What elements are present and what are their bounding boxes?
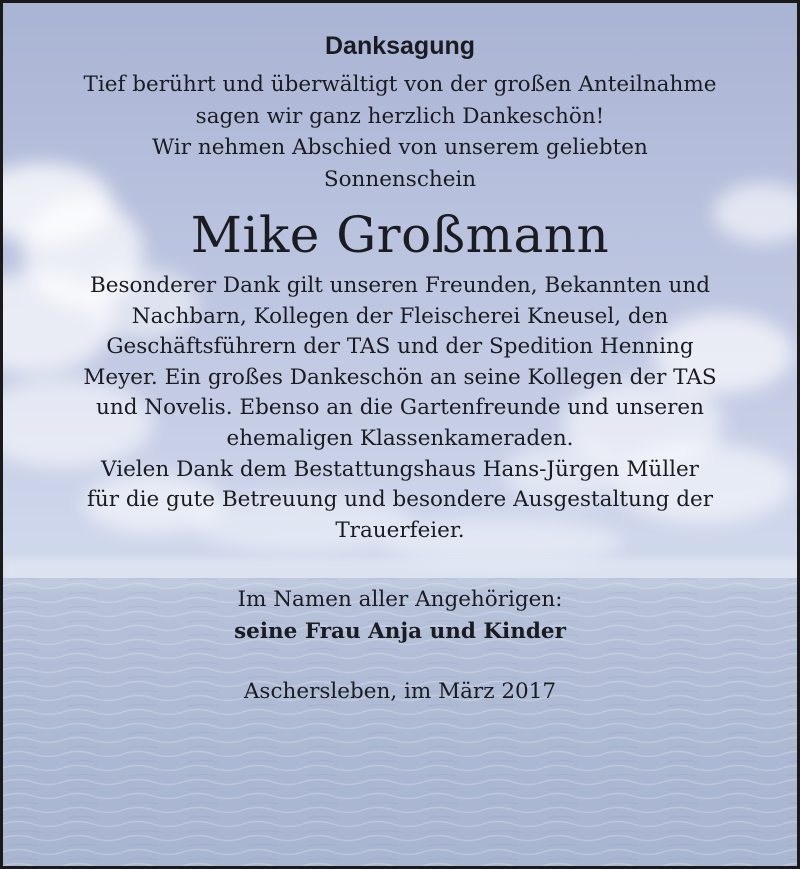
thanks-line: Geschäftsführern der TAS und der Spedition Henning	[106, 334, 694, 360]
thanks-line: Besonderer Dank gilt unseren Freunden, Bekannten und	[89, 273, 710, 298]
thanks-line: Meyer. Ein großes Dankeschön an seine Kollegen der TAS	[83, 364, 717, 390]
signature-intro: Im Namen aller Angehörigen:	[237, 587, 563, 613]
signature-family: seine Frau Anja und Kinder	[234, 619, 566, 645]
intro-line: Tief berührt und überwältigt von der großen Anteilnahme	[83, 72, 717, 97]
thanks-line: ehemaligen Klassenkameraden.	[226, 425, 574, 451]
thanks-line: Vielen Dank dem Bestattungshaus Hans-Jürgen Müller	[101, 456, 699, 482]
thanks-line: für die gute Betreuung und besondere Ausgestaltung der	[86, 487, 714, 513]
heading: Danksagung	[324, 32, 476, 60]
deceased-name: Mike Großmann	[190, 206, 610, 264]
intro-text	[3, 69, 797, 195]
thanks-line: Nachbarn, Kollegen der Fleischerei Kneusel, den	[131, 303, 669, 329]
thanks-line: Trauerfeier.	[335, 517, 465, 543]
intro-line: sagen wir ganz herzlich Dankeschön!	[195, 103, 605, 129]
notice-text	[3, 3, 797, 708]
intro-line: Wir nehmen Abschied von unserem geliebten	[152, 135, 648, 160]
place-date: Aschersleben, im März 2017	[243, 679, 557, 705]
thanks-text	[3, 271, 797, 546]
intro-line: Sonnenschein	[323, 166, 477, 192]
thanks-line: und Novelis. Ebenso an die Gartenfreunde und unseren	[96, 395, 704, 421]
